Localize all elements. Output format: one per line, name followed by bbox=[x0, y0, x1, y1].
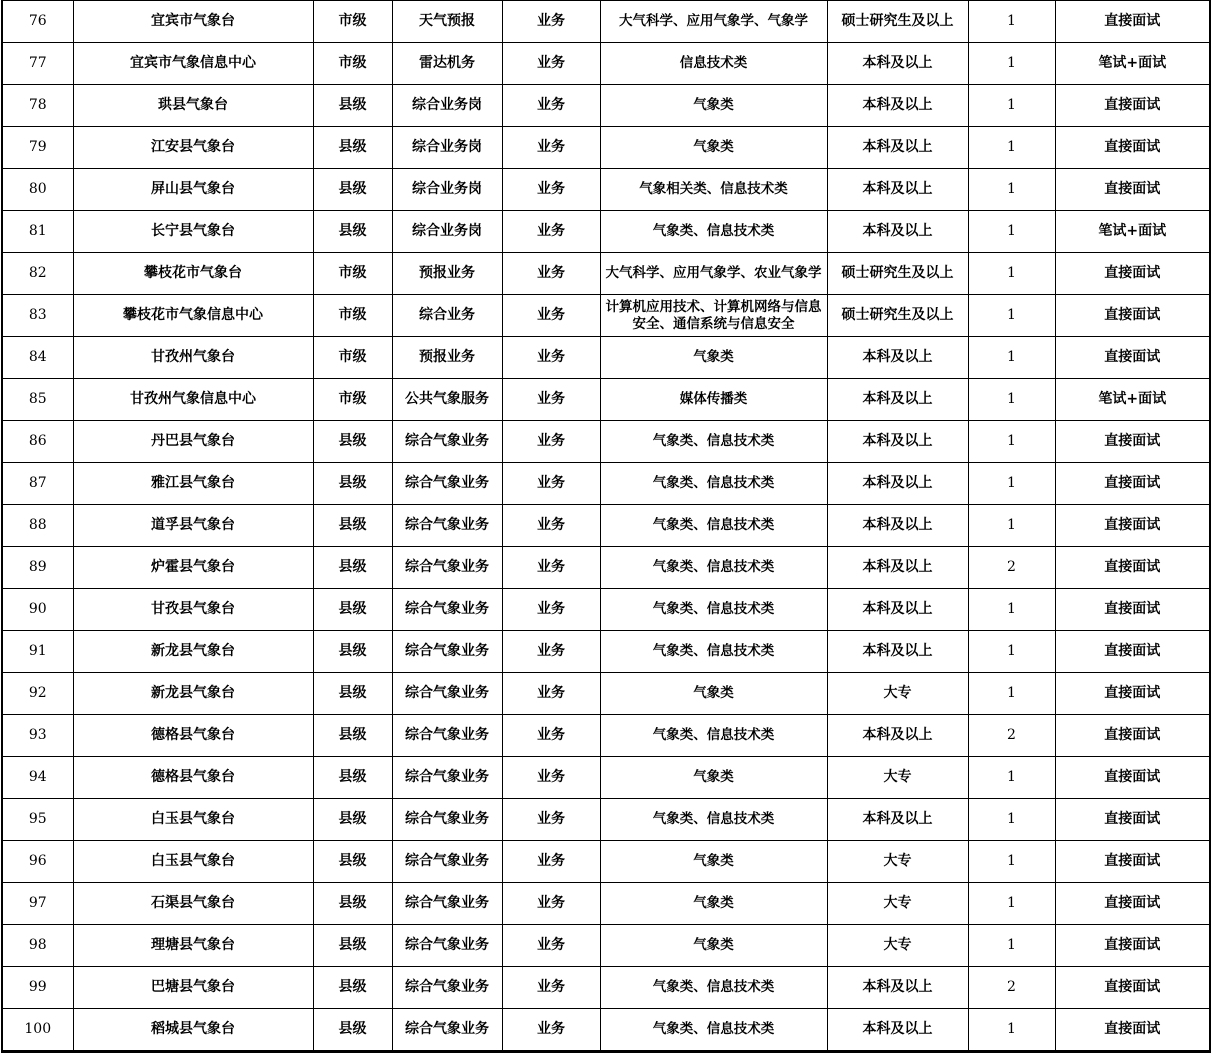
exam-method-cell: 直接面试 bbox=[1055, 799, 1210, 841]
headcount-cell: 1 bbox=[968, 841, 1055, 883]
table-row bbox=[2, 757, 1210, 799]
unit-name-cell: 甘孜州气象台 bbox=[73, 337, 313, 379]
unit-level-cell: 县级 bbox=[313, 547, 392, 589]
unit-name-cell: 宜宾市气象台 bbox=[73, 1, 313, 43]
unit-level-cell: 市级 bbox=[313, 1, 392, 43]
education-requirement-cell: 本科及以上 bbox=[827, 589, 968, 631]
unit-level-cell: 县级 bbox=[313, 127, 392, 169]
table-row bbox=[2, 589, 1210, 631]
exam-method-cell: 直接面试 bbox=[1055, 253, 1210, 295]
position-type-cell: 业务 bbox=[502, 505, 600, 547]
table-row bbox=[2, 967, 1210, 1009]
unit-level-cell: 县级 bbox=[313, 169, 392, 211]
exam-method-cell: 直接面试 bbox=[1055, 673, 1210, 715]
position-name-cell: 雷达机务 bbox=[392, 43, 502, 85]
unit-level-cell: 县级 bbox=[313, 841, 392, 883]
exam-method-cell: 直接面试 bbox=[1055, 883, 1210, 925]
education-requirement-cell: 本科及以上 bbox=[827, 715, 968, 757]
position-type-cell: 业务 bbox=[502, 127, 600, 169]
position-type-cell: 业务 bbox=[502, 1009, 600, 1052]
headcount-cell: 1 bbox=[968, 1, 1055, 43]
position-type-cell: 业务 bbox=[502, 253, 600, 295]
headcount-cell: 1 bbox=[968, 211, 1055, 253]
major-requirement-cell: 气象类、信息技术类 bbox=[600, 715, 827, 757]
headcount-cell: 2 bbox=[968, 967, 1055, 1009]
exam-method-cell: 直接面试 bbox=[1055, 1009, 1210, 1052]
headcount-cell: 1 bbox=[968, 43, 1055, 85]
unit-level-cell: 市级 bbox=[313, 337, 392, 379]
position-name-cell: 综合气象业务 bbox=[392, 631, 502, 673]
unit-name-cell: 巴塘县气象台 bbox=[73, 967, 313, 1009]
table-row bbox=[2, 547, 1210, 589]
headcount-cell: 1 bbox=[968, 337, 1055, 379]
unit-name-cell: 道孚县气象台 bbox=[73, 505, 313, 547]
major-requirement-cell: 气象类 bbox=[600, 127, 827, 169]
table-row bbox=[2, 295, 1210, 337]
headcount-cell: 1 bbox=[968, 799, 1055, 841]
position-name-cell: 综合业务岗 bbox=[392, 211, 502, 253]
major-requirement-cell: 气象类、信息技术类 bbox=[600, 967, 827, 1009]
position-name-cell: 综合气象业务 bbox=[392, 925, 502, 967]
position-type-cell: 业务 bbox=[502, 421, 600, 463]
headcount-cell: 1 bbox=[968, 421, 1055, 463]
education-requirement-cell: 本科及以上 bbox=[827, 967, 968, 1009]
table-row bbox=[2, 841, 1210, 883]
position-type-cell: 业务 bbox=[502, 841, 600, 883]
headcount-cell: 1 bbox=[968, 1009, 1055, 1052]
row-number-cell: 94 bbox=[2, 757, 73, 799]
position-name-cell: 综合气象业务 bbox=[392, 505, 502, 547]
position-type-cell: 业务 bbox=[502, 967, 600, 1009]
exam-method-cell: 直接面试 bbox=[1055, 925, 1210, 967]
major-requirement-cell: 气象类、信息技术类 bbox=[600, 1009, 827, 1052]
position-name-cell: 综合气象业务 bbox=[392, 883, 502, 925]
major-requirement-cell: 气象类 bbox=[600, 757, 827, 799]
row-number-cell: 96 bbox=[2, 841, 73, 883]
unit-name-cell: 稻城县气象台 bbox=[73, 1009, 313, 1052]
headcount-cell: 1 bbox=[968, 883, 1055, 925]
education-requirement-cell: 本科及以上 bbox=[827, 463, 968, 505]
headcount-cell: 1 bbox=[968, 379, 1055, 421]
row-number-cell: 87 bbox=[2, 463, 73, 505]
row-number-cell: 91 bbox=[2, 631, 73, 673]
row-number-cell: 99 bbox=[2, 967, 73, 1009]
exam-method-cell: 直接面试 bbox=[1055, 421, 1210, 463]
position-name-cell: 天气预报 bbox=[392, 1, 502, 43]
exam-method-cell: 直接面试 bbox=[1055, 127, 1210, 169]
recruitment-positions-table bbox=[1, 0, 1211, 1053]
headcount-cell: 1 bbox=[968, 253, 1055, 295]
exam-method-cell: 直接面试 bbox=[1055, 337, 1210, 379]
education-requirement-cell: 本科及以上 bbox=[827, 799, 968, 841]
unit-level-cell: 市级 bbox=[313, 253, 392, 295]
unit-name-cell: 石渠县气象台 bbox=[73, 883, 313, 925]
education-requirement-cell: 大专 bbox=[827, 673, 968, 715]
unit-name-cell: 屏山县气象台 bbox=[73, 169, 313, 211]
headcount-cell: 1 bbox=[968, 673, 1055, 715]
position-name-cell: 综合气象业务 bbox=[392, 799, 502, 841]
table-row bbox=[2, 43, 1210, 85]
position-type-cell: 业务 bbox=[502, 337, 600, 379]
table-row bbox=[2, 211, 1210, 253]
exam-method-cell: 直接面试 bbox=[1055, 463, 1210, 505]
unit-name-cell: 珙县气象台 bbox=[73, 85, 313, 127]
major-requirement-cell: 媒体传播类 bbox=[600, 379, 827, 421]
row-number-cell: 84 bbox=[2, 337, 73, 379]
unit-level-cell: 县级 bbox=[313, 967, 392, 1009]
table-row bbox=[2, 1, 1210, 43]
position-name-cell: 综合气象业务 bbox=[392, 841, 502, 883]
position-type-cell: 业务 bbox=[502, 379, 600, 421]
position-type-cell: 业务 bbox=[502, 463, 600, 505]
table-row bbox=[2, 505, 1210, 547]
exam-method-cell: 笔试+面试 bbox=[1055, 43, 1210, 85]
major-requirement-cell: 气象类、信息技术类 bbox=[600, 211, 827, 253]
position-type-cell: 业务 bbox=[502, 295, 600, 337]
headcount-cell: 1 bbox=[968, 85, 1055, 127]
position-name-cell: 综合业务岗 bbox=[392, 169, 502, 211]
unit-level-cell: 县级 bbox=[313, 463, 392, 505]
education-requirement-cell: 本科及以上 bbox=[827, 169, 968, 211]
unit-level-cell: 市级 bbox=[313, 379, 392, 421]
row-number-cell: 83 bbox=[2, 295, 73, 337]
unit-level-cell: 县级 bbox=[313, 421, 392, 463]
major-requirement-cell: 气象类 bbox=[600, 925, 827, 967]
headcount-cell: 2 bbox=[968, 547, 1055, 589]
position-name-cell: 综合气象业务 bbox=[392, 757, 502, 799]
major-requirement-cell: 信息技术类 bbox=[600, 43, 827, 85]
unit-level-cell: 县级 bbox=[313, 1009, 392, 1052]
major-requirement-cell: 气象类、信息技术类 bbox=[600, 631, 827, 673]
position-name-cell: 综合气象业务 bbox=[392, 1009, 502, 1052]
row-number-cell: 76 bbox=[2, 1, 73, 43]
major-requirement-cell: 气象类、信息技术类 bbox=[600, 463, 827, 505]
major-requirement-cell: 气象类、信息技术类 bbox=[600, 799, 827, 841]
row-number-cell: 95 bbox=[2, 799, 73, 841]
education-requirement-cell: 本科及以上 bbox=[827, 211, 968, 253]
unit-name-cell: 德格县气象台 bbox=[73, 757, 313, 799]
major-requirement-cell: 气象类、信息技术类 bbox=[600, 547, 827, 589]
education-requirement-cell: 本科及以上 bbox=[827, 505, 968, 547]
table-row bbox=[2, 715, 1210, 757]
unit-name-cell: 江安县气象台 bbox=[73, 127, 313, 169]
position-name-cell: 公共气象服务 bbox=[392, 379, 502, 421]
position-type-cell: 业务 bbox=[502, 883, 600, 925]
unit-name-cell: 新龙县气象台 bbox=[73, 673, 313, 715]
table-row bbox=[2, 463, 1210, 505]
exam-method-cell: 直接面试 bbox=[1055, 505, 1210, 547]
row-number-cell: 78 bbox=[2, 85, 73, 127]
exam-method-cell: 直接面试 bbox=[1055, 757, 1210, 799]
position-type-cell: 业务 bbox=[502, 673, 600, 715]
row-number-cell: 88 bbox=[2, 505, 73, 547]
unit-level-cell: 县级 bbox=[313, 589, 392, 631]
headcount-cell: 1 bbox=[968, 127, 1055, 169]
position-type-cell: 业务 bbox=[502, 757, 600, 799]
unit-level-cell: 县级 bbox=[313, 85, 392, 127]
major-requirement-cell: 大气科学、应用气象学、农业气象学 bbox=[600, 253, 827, 295]
exam-method-cell: 笔试+面试 bbox=[1055, 211, 1210, 253]
exam-method-cell: 笔试+面试 bbox=[1055, 379, 1210, 421]
exam-method-cell: 直接面试 bbox=[1055, 547, 1210, 589]
table-row bbox=[2, 379, 1210, 421]
education-requirement-cell: 硕士研究生及以上 bbox=[827, 253, 968, 295]
unit-name-cell: 白玉县气象台 bbox=[73, 841, 313, 883]
education-requirement-cell: 本科及以上 bbox=[827, 85, 968, 127]
unit-level-cell: 县级 bbox=[313, 883, 392, 925]
unit-name-cell: 长宁县气象台 bbox=[73, 211, 313, 253]
position-type-cell: 业务 bbox=[502, 547, 600, 589]
table-row bbox=[2, 253, 1210, 295]
table-row bbox=[2, 169, 1210, 211]
unit-level-cell: 市级 bbox=[313, 295, 392, 337]
headcount-cell: 1 bbox=[968, 589, 1055, 631]
exam-method-cell: 直接面试 bbox=[1055, 295, 1210, 337]
position-type-cell: 业务 bbox=[502, 169, 600, 211]
position-type-cell: 业务 bbox=[502, 631, 600, 673]
unit-name-cell: 宜宾市气象信息中心 bbox=[73, 43, 313, 85]
unit-level-cell: 县级 bbox=[313, 505, 392, 547]
unit-name-cell: 攀枝花市气象信息中心 bbox=[73, 295, 313, 337]
exam-method-cell: 直接面试 bbox=[1055, 631, 1210, 673]
headcount-cell: 2 bbox=[968, 715, 1055, 757]
education-requirement-cell: 本科及以上 bbox=[827, 547, 968, 589]
position-type-cell: 业务 bbox=[502, 589, 600, 631]
education-requirement-cell: 大专 bbox=[827, 883, 968, 925]
exam-method-cell: 直接面试 bbox=[1055, 589, 1210, 631]
unit-level-cell: 县级 bbox=[313, 799, 392, 841]
education-requirement-cell: 本科及以上 bbox=[827, 337, 968, 379]
unit-name-cell: 攀枝花市气象台 bbox=[73, 253, 313, 295]
row-number-cell: 79 bbox=[2, 127, 73, 169]
table-row bbox=[2, 673, 1210, 715]
position-name-cell: 综合气象业务 bbox=[392, 589, 502, 631]
major-requirement-cell: 气象类 bbox=[600, 337, 827, 379]
major-requirement-cell: 气象类、信息技术类 bbox=[600, 505, 827, 547]
exam-method-cell: 直接面试 bbox=[1055, 841, 1210, 883]
position-type-cell: 业务 bbox=[502, 85, 600, 127]
education-requirement-cell: 大专 bbox=[827, 757, 968, 799]
unit-level-cell: 市级 bbox=[313, 43, 392, 85]
unit-level-cell: 县级 bbox=[313, 715, 392, 757]
table-row bbox=[2, 631, 1210, 673]
unit-level-cell: 县级 bbox=[313, 925, 392, 967]
row-number-cell: 80 bbox=[2, 169, 73, 211]
education-requirement-cell: 本科及以上 bbox=[827, 421, 968, 463]
unit-name-cell: 炉霍县气象台 bbox=[73, 547, 313, 589]
position-name-cell: 预报业务 bbox=[392, 253, 502, 295]
unit-name-cell: 丹巴县气象台 bbox=[73, 421, 313, 463]
exam-method-cell: 直接面试 bbox=[1055, 169, 1210, 211]
position-name-cell: 预报业务 bbox=[392, 337, 502, 379]
exam-method-cell: 直接面试 bbox=[1055, 967, 1210, 1009]
position-name-cell: 综合气象业务 bbox=[392, 715, 502, 757]
row-number-cell: 82 bbox=[2, 253, 73, 295]
table-body bbox=[2, 1, 1210, 1052]
exam-method-cell: 直接面试 bbox=[1055, 1, 1210, 43]
unit-name-cell: 甘孜州气象信息中心 bbox=[73, 379, 313, 421]
major-requirement-cell: 气象类 bbox=[600, 841, 827, 883]
headcount-cell: 1 bbox=[968, 295, 1055, 337]
row-number-cell: 89 bbox=[2, 547, 73, 589]
headcount-cell: 1 bbox=[968, 757, 1055, 799]
position-name-cell: 综合气象业务 bbox=[392, 967, 502, 1009]
education-requirement-cell: 大专 bbox=[827, 841, 968, 883]
major-requirement-cell: 气象类 bbox=[600, 85, 827, 127]
position-type-cell: 业务 bbox=[502, 925, 600, 967]
major-requirement-cell: 气象类、信息技术类 bbox=[600, 589, 827, 631]
education-requirement-cell: 本科及以上 bbox=[827, 379, 968, 421]
unit-name-cell: 德格县气象台 bbox=[73, 715, 313, 757]
education-requirement-cell: 硕士研究生及以上 bbox=[827, 1, 968, 43]
major-requirement-cell: 气象类 bbox=[600, 883, 827, 925]
headcount-cell: 1 bbox=[968, 463, 1055, 505]
table-row bbox=[2, 883, 1210, 925]
unit-level-cell: 县级 bbox=[313, 211, 392, 253]
unit-level-cell: 县级 bbox=[313, 673, 392, 715]
major-requirement-cell: 计算机应用技术、计算机网络与信息安全、通信系统与信息安全 bbox=[600, 295, 827, 337]
unit-level-cell: 县级 bbox=[313, 631, 392, 673]
table-row bbox=[2, 1009, 1210, 1052]
row-number-cell: 100 bbox=[2, 1009, 73, 1052]
education-requirement-cell: 本科及以上 bbox=[827, 43, 968, 85]
table-row bbox=[2, 337, 1210, 379]
major-requirement-cell: 气象类、信息技术类 bbox=[600, 421, 827, 463]
position-name-cell: 综合气象业务 bbox=[392, 547, 502, 589]
row-number-cell: 92 bbox=[2, 673, 73, 715]
headcount-cell: 1 bbox=[968, 169, 1055, 211]
headcount-cell: 1 bbox=[968, 505, 1055, 547]
table-row bbox=[2, 799, 1210, 841]
table-row bbox=[2, 85, 1210, 127]
position-type-cell: 业务 bbox=[502, 1, 600, 43]
exam-method-cell: 直接面试 bbox=[1055, 715, 1210, 757]
position-type-cell: 业务 bbox=[502, 715, 600, 757]
unit-name-cell: 新龙县气象台 bbox=[73, 631, 313, 673]
row-number-cell: 97 bbox=[2, 883, 73, 925]
row-number-cell: 81 bbox=[2, 211, 73, 253]
unit-name-cell: 甘孜县气象台 bbox=[73, 589, 313, 631]
row-number-cell: 85 bbox=[2, 379, 73, 421]
table-row bbox=[2, 925, 1210, 967]
unit-level-cell: 县级 bbox=[313, 757, 392, 799]
position-name-cell: 综合业务岗 bbox=[392, 127, 502, 169]
education-requirement-cell: 本科及以上 bbox=[827, 127, 968, 169]
major-requirement-cell: 气象类 bbox=[600, 673, 827, 715]
unit-name-cell: 雅江县气象台 bbox=[73, 463, 313, 505]
education-requirement-cell: 硕士研究生及以上 bbox=[827, 295, 968, 337]
position-name-cell: 综合气象业务 bbox=[392, 673, 502, 715]
row-number-cell: 86 bbox=[2, 421, 73, 463]
table-row bbox=[2, 421, 1210, 463]
position-type-cell: 业务 bbox=[502, 211, 600, 253]
position-name-cell: 综合气象业务 bbox=[392, 463, 502, 505]
position-type-cell: 业务 bbox=[502, 799, 600, 841]
education-requirement-cell: 大专 bbox=[827, 925, 968, 967]
unit-name-cell: 白玉县气象台 bbox=[73, 799, 313, 841]
major-requirement-cell: 大气科学、应用气象学、气象学 bbox=[600, 1, 827, 43]
headcount-cell: 1 bbox=[968, 631, 1055, 673]
unit-name-cell: 理塘县气象台 bbox=[73, 925, 313, 967]
row-number-cell: 93 bbox=[2, 715, 73, 757]
education-requirement-cell: 本科及以上 bbox=[827, 1009, 968, 1052]
row-number-cell: 98 bbox=[2, 925, 73, 967]
position-name-cell: 综合业务 bbox=[392, 295, 502, 337]
position-name-cell: 综合气象业务 bbox=[392, 421, 502, 463]
exam-method-cell: 直接面试 bbox=[1055, 85, 1210, 127]
row-number-cell: 90 bbox=[2, 589, 73, 631]
headcount-cell: 1 bbox=[968, 925, 1055, 967]
position-type-cell: 业务 bbox=[502, 43, 600, 85]
table-row bbox=[2, 127, 1210, 169]
major-requirement-cell: 气象相关类、信息技术类 bbox=[600, 169, 827, 211]
position-name-cell: 综合业务岗 bbox=[392, 85, 502, 127]
row-number-cell: 77 bbox=[2, 43, 73, 85]
education-requirement-cell: 本科及以上 bbox=[827, 631, 968, 673]
